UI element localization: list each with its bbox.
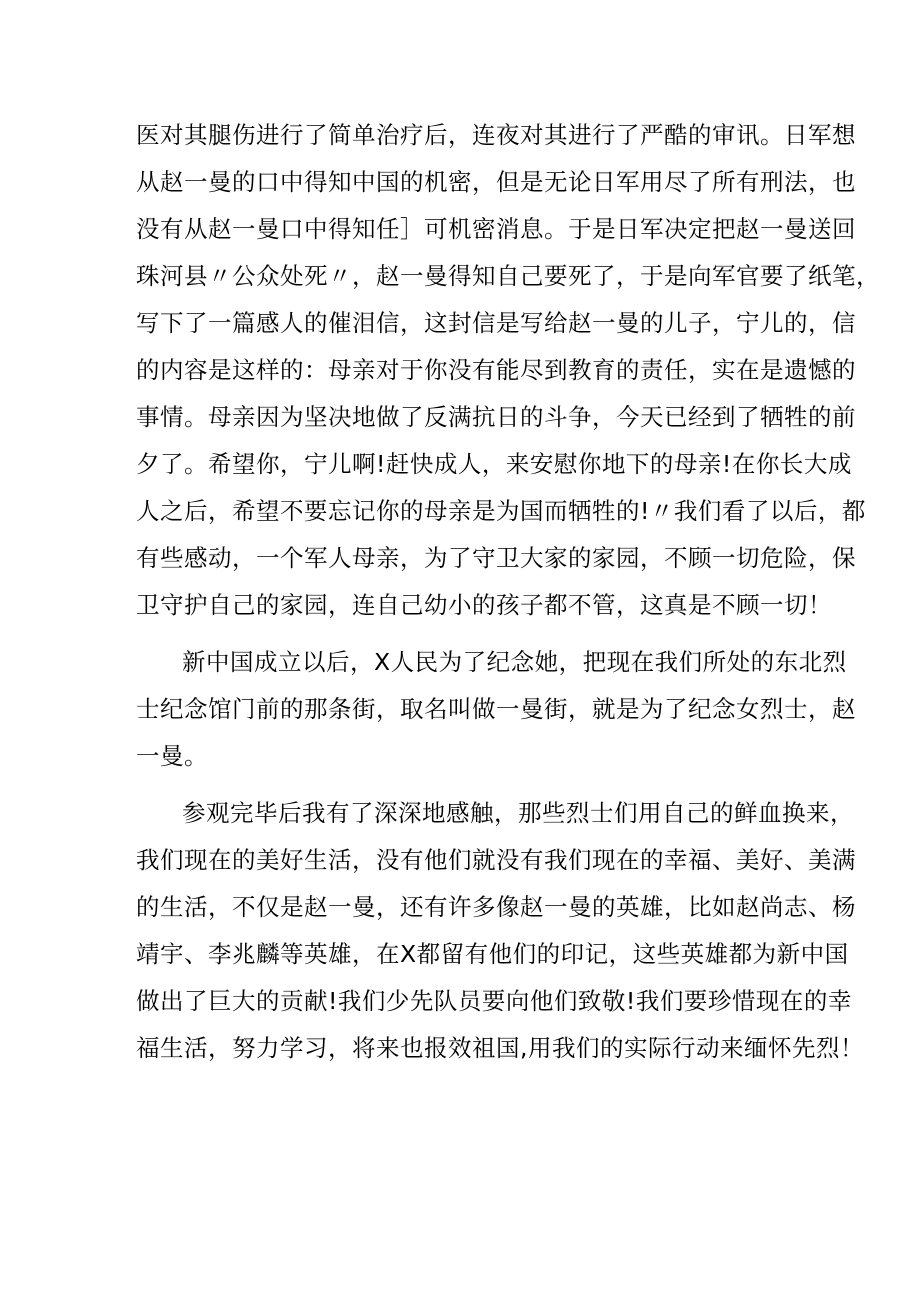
text-line: 没有从赵一曼口中得知任］可机密消息。于是日军决定把赵一曼送回	[136, 215, 856, 243]
text-line: 事情。母亲因为坚决地做了反满抗日的斗争，今天已经到了牺牲的前	[136, 403, 856, 431]
text-line: 夕了。希望你，宁儿啊!赶快成人，来安慰你地下的母亲!在你长大成	[136, 450, 852, 478]
text-line: 的内容是这样的：母亲对于你没有能尽到教育的责任，实在是遗憾的	[136, 356, 856, 384]
document-body	[136, 112, 880, 1072]
text-line: 一曼。	[136, 742, 208, 770]
paragraph-1	[136, 112, 880, 629]
text-line: 我们现在的美好生活，没有他们就没有我们现在的幸福、美好、美满	[136, 846, 856, 874]
text-line: 的生活，不仅是赵一曼，还有许多像赵一曼的英雄，比如赵尚志、杨	[136, 893, 856, 921]
paragraph-2	[136, 639, 856, 780]
text-line: 从赵一曼的口中得知中国的机密，但是无论日军用尽了所有刑法，也	[136, 168, 856, 196]
text-line: 参观完毕后我有了深深地感触，那些烈士们用自己的鲜血换来，	[182, 799, 854, 827]
text-line: 医对其腿伤进行了简单治疗后，连夜对其进行了严酷的审讯。日军想	[136, 121, 856, 149]
text-line: 靖宇、李兆麟等英雄，在X都留有他们的印记，这些英雄都为新中国	[136, 940, 849, 968]
text-line: 做出了巨大的贡献!我们少先队员要向他们致敬!我们要珍惜现在的幸	[136, 987, 852, 1015]
text-line: 人之后，希望不要忘记你的母亲是为国而牺牲的!〃我们看了以后，都	[136, 497, 866, 525]
text-line: 写下了一篇感人的催泪信，这封信是写给赵一曼的儿子，宁儿的，信	[136, 309, 856, 337]
text-line: 珠河县〃公众处死〃，赵一曼得知自己要死了，于是向军官要了纸笔，	[136, 262, 880, 290]
text-line: 士纪念馆门前的那条街，取名叫做一曼街，就是为了纪念女烈士，赵	[136, 695, 856, 723]
paragraph-3	[136, 790, 864, 1072]
text-line: 福生活，努力学习，将来也报效祖国,用我们的实际行动来缅怀先烈！	[136, 1034, 864, 1062]
text-line: 有些感动，一个军人母亲，为了守卫大家的家园，不顾一切危险，保	[136, 544, 856, 572]
text-line: 新中国成立以后，X人民为了纪念她，把现在我们所处的东北烈	[182, 648, 847, 676]
text-line: 卫守护自己的家园，连自己幼小的孩子都不管，这真是不顾一切！	[136, 591, 832, 619]
